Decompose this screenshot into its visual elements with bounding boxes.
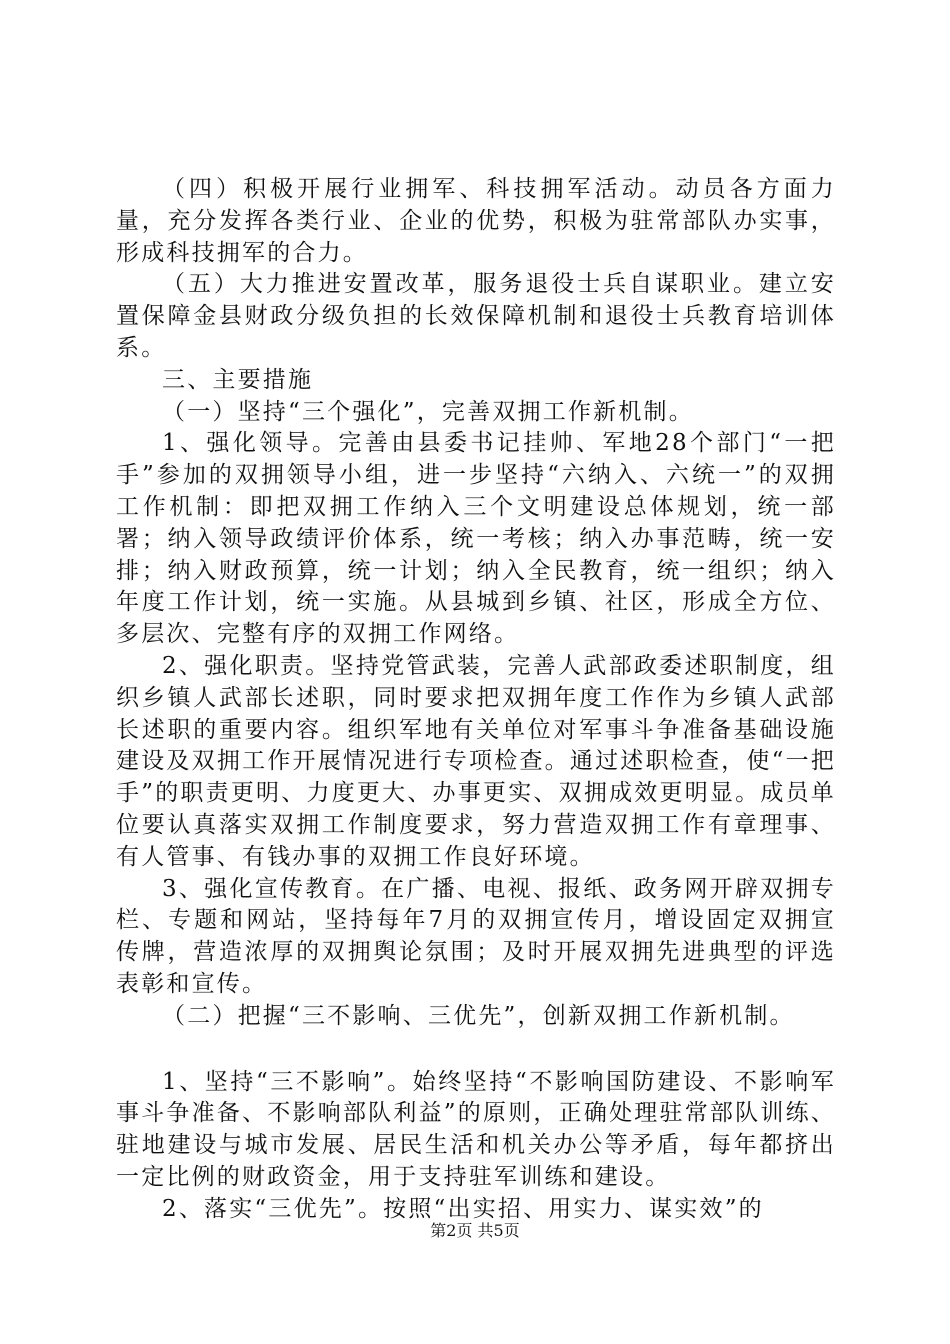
paragraph-industry-support: （四）积极开展行业拥军、科技拥军活动。动员各方面力量，充分发挥各类行业、企业的优势，积极为驻常部队办实事，形成科技拥军的合力。 xyxy=(116,176,836,266)
section-heading-main-measures: 三、主要措施 xyxy=(162,366,314,393)
paragraph-strengthen-leadership: 1、强化领导。完善由县委书记挂帅、军地28个部门“一把手”参加的双拥领导小组，进一步坚持“六纳入、六统一”的双拥工作机制：即把双拥工作纳入三个文明建设总体规划，统一部署；纳入领导政绩评价体系，统一考核；纳入办事范畴，统一安排；纳入财政预算，统一计划；纳入全民教育，统一组织；纳入年度工作计划，统一实施。从县城到乡镇、社区，形成全方位、多层次、完整有序的双拥工作网络。 xyxy=(116,430,836,648)
paragraph-strengthen-duties: 2、强化职责。坚持党管武装，完善人武部政委述职制度，组织乡镇人武部长述职，同时要求把双拥年度工作作为乡镇人武部长述职的重要内容。组织军地有关单位对军事斗争准备基础设施建设及双拥工作开展情况进行专项检查。通过述职检查，使“一把手”的职责更明、力度更大、办事更实、双拥成效更明显。成员单位要认真落实双拥工作制度要求，努力营造双拥工作有章理事、有人管事、有钱办事的双拥工作良好环境。 xyxy=(116,652,836,870)
page-number-footer: 第2页 共5页 xyxy=(430,1221,520,1240)
paragraph-three-no-impact: 1、坚持“三不影响”。始终坚持“不影响国防建设、不影响军事斗争准备、不影响部队利益”的原则，正确处理驻常部队训练、驻地建设与城市发展、居民生活和机关办公等矛盾，每年都挤出一定比例的财政资金，用于支持驻军训练和建设。 xyxy=(116,1068,836,1190)
document-body xyxy=(116,174,836,1226)
subheading-three-no-impact: （二）把握“三不影响、三优先”，创新双拥工作新机制。 xyxy=(162,1002,795,1029)
paragraph-strengthen-publicity: 3、强化宣传教育。在广播、电视、报纸、政务网开辟双拥专栏、专题和网站，坚持每年7月的双拥宣传月，增设固定双拥宣传牌，营造浓厚的双拥舆论氛围；及时开展双拥先进典型的评选表彰和宣传。 xyxy=(116,875,836,997)
paragraph-resettlement-reform: （五）大力推进安置改革，服务退役士兵自谋职业。建立安置保障金县财政分级负担的长效保障机制和退役士兵教育培训体系。 xyxy=(116,271,836,361)
paragraph-three-priorities: 2、落实“三优先”。按照“出实招、用实力、谋实效”的 xyxy=(162,1195,764,1222)
subheading-three-strengthen: （一）坚持“三个强化”，完善双拥工作新机制。 xyxy=(162,398,694,425)
paragraph-gap xyxy=(116,1033,836,1067)
